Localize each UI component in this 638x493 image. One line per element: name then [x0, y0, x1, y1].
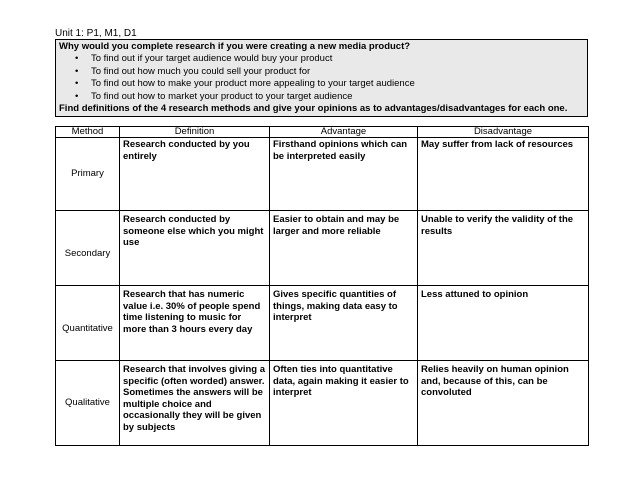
intro-bullet: • To find out if your target audience would buy your product: [83, 53, 584, 65]
table-row-quantitative: [56, 286, 589, 361]
header-method: Method: [56, 127, 120, 138]
unit-heading: Unit 1: P1, M1, D1: [55, 28, 137, 39]
table-header-row: [56, 127, 589, 138]
intro-bullet-list: [59, 53, 584, 103]
method-name: Qualitative: [65, 397, 110, 409]
advantage-cell: [270, 211, 418, 286]
advantage-cell: Firsthand opinions which can be interpreted easily: [270, 138, 418, 211]
disadvantage-cell: May suffer from lack of resources: [418, 138, 589, 211]
table-row-secondary: [56, 211, 589, 286]
intro-bullet: • To find out how much you could sell your product for: [83, 66, 584, 78]
advantage-cell: [270, 286, 418, 361]
disadvantage-cell: [418, 286, 589, 361]
advantage-text: Often ties into quantitative data, again making it easier to interpret: [273, 364, 409, 398]
intro-box: [55, 39, 588, 117]
definition-text: Research that has numeric value i.e. 30% of people spend time listening to music for more than 3 hours every day: [123, 289, 261, 335]
definition-text: Research that involves giving a specific (often worded) answer. Sometimes the answers will be multiple choice and occasionally they will be given by subjects: [123, 364, 266, 433]
intro-task: Find definitions of the 4 research methods and give your opinions as to advantages/disadvantages for each one.: [59, 103, 568, 115]
method-name: Quantitative: [62, 323, 113, 335]
method-cell: [56, 361, 120, 446]
table-row-primary: [56, 138, 589, 211]
table-row-qualitative: [56, 361, 589, 446]
intro-question: Why would you complete research if you were creating a new media product?: [59, 41, 411, 52]
method-cell: [56, 286, 120, 361]
disadvantage-cell: [418, 361, 589, 446]
method-name: Primary: [71, 168, 104, 180]
method-cell: [56, 138, 120, 211]
disadvantage-text: Relies heavily on human opinion and, because of this, can be convoluted: [421, 364, 569, 398]
disadvantage-text: Less attuned to opinion: [421, 289, 529, 300]
intro-bullet: • To find out how to make your product more appealing to your target audience: [83, 78, 584, 90]
definition-cell: [120, 361, 270, 446]
intro-bullet: • To find out how to market your product to your target audience: [83, 91, 584, 103]
definition-text: Research conducted by someone else which you might use: [123, 214, 264, 248]
definition-cell: [120, 286, 270, 361]
advantage-cell: [270, 361, 418, 446]
header-disadvantage: Disadvantage: [418, 127, 589, 138]
definition-cell: Research conducted by you entirely: [120, 138, 270, 211]
header-definition: Definition: [120, 127, 270, 138]
advantage-text: Gives specific quantities of things, making data easy to interpret: [273, 289, 398, 323]
disadvantage-cell: [418, 211, 589, 286]
advantage-text: Easier to obtain and may be larger and more reliable: [273, 214, 400, 237]
method-name: Secondary: [64, 248, 111, 260]
method-cell: [56, 211, 120, 286]
disadvantage-text: Unable to verify the validity of the results: [421, 214, 574, 237]
definition-cell: [120, 211, 270, 286]
header-advantage: Advantage: [270, 127, 418, 138]
research-methods-table: [55, 126, 589, 446]
